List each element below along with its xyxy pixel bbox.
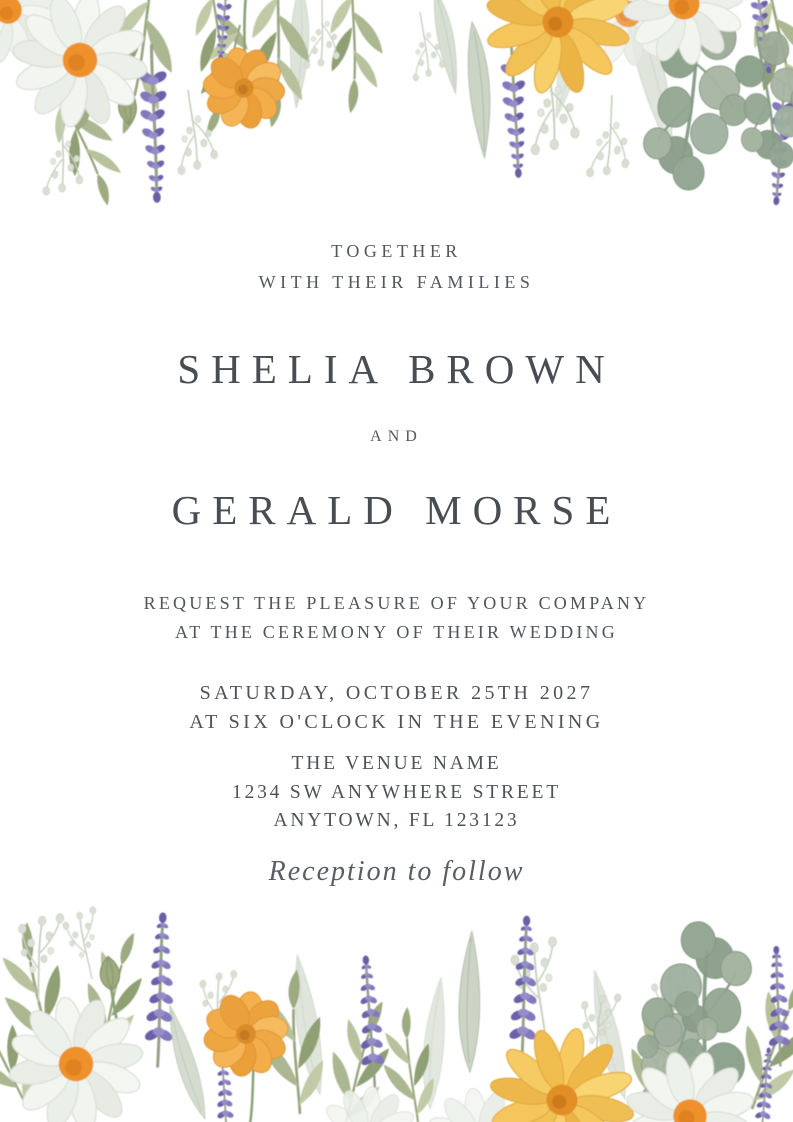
partner-name-2: GERALD MORSE (171, 487, 622, 533)
conjunction-and: AND (370, 428, 423, 445)
request-lines (0, 589, 793, 647)
intro-line-1: TOGETHER (331, 241, 462, 261)
venue-name: THE VENUE NAME (291, 753, 502, 774)
venue-city: ANYTOWN, FL 123123 (273, 810, 520, 831)
top-floral-border (0, 0, 793, 238)
intro-lines (0, 236, 793, 298)
reception-note: Reception to follow (268, 856, 525, 887)
request-line-2: AT THE CEREMONY OF THEIR WEDDING (175, 622, 618, 642)
date-line-1: SATURDAY, OCTOBER 25TH 2027 (199, 682, 594, 704)
venue-street: 1234 SW ANYWHERE STREET (232, 781, 561, 803)
bottom-floral-border (0, 894, 793, 1122)
venue-lines (0, 750, 793, 836)
request-line-1: REQUEST THE PLEASURE OF YOUR COMPANY (143, 593, 650, 613)
date-line-2: AT SIX O'CLOCK IN THE EVENING (189, 711, 604, 733)
partner-name-1: SHELIA BROWN (177, 346, 616, 392)
intro-line-2: WITH THEIR FAMILIES (258, 272, 535, 292)
date-lines (0, 679, 793, 737)
